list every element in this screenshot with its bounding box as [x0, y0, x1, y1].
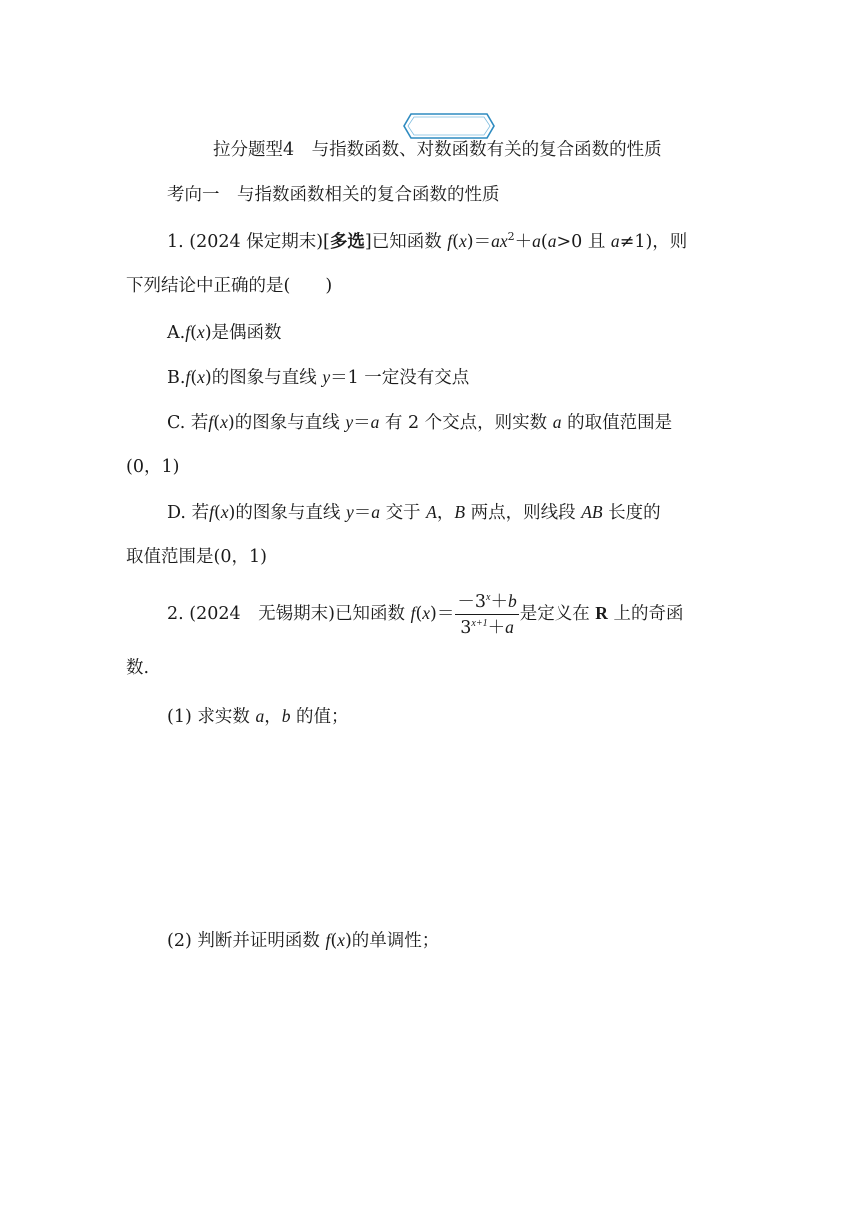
option-label: C. — [167, 413, 186, 433]
func-f: f — [208, 412, 214, 432]
func-f: f — [185, 322, 191, 342]
equals: ＝ — [353, 413, 371, 433]
var-y: y — [345, 502, 354, 522]
var-b: b — [281, 706, 291, 726]
sub-label: (1) — [167, 707, 192, 727]
q2-text: 是定义在 — [519, 604, 590, 624]
var-a: a — [532, 231, 541, 251]
option-text: 长度的 — [608, 503, 661, 523]
option-text: 的图象与直线 — [235, 503, 341, 523]
var-x: x — [422, 603, 431, 623]
exponent-2: 2 — [507, 230, 515, 243]
q1-stem-line1: 1. (2024 保定期末)[多选]已知函数 $f(x)=ax^2+a(a>0$ 且 a≠1)，则 — [167, 230, 688, 252]
numerator-term: －3 — [457, 592, 487, 612]
condition: >0 且 — [556, 232, 606, 252]
q1-option-d-line2: 取值范围是(0，1) — [126, 547, 267, 567]
section-badge-icon — [403, 113, 495, 139]
func-f: f — [325, 930, 331, 950]
equals: ＝ — [436, 604, 455, 624]
equals: ＝ — [353, 503, 372, 523]
q1-option-d: D. 若f(x)的图象与直线 y＝a 交于 A，B 两点，则线段 AB 长度的 — [167, 502, 661, 523]
sub-text: 的单调性； — [351, 931, 440, 951]
var-a: a — [547, 231, 557, 251]
var-x: x — [220, 412, 228, 432]
point-b: B — [454, 502, 466, 522]
q1-number: 1. — [167, 232, 184, 252]
q1-stem-line2: 下列结论中正确的是( ) — [126, 276, 333, 296]
q1-source-place: 保定期末)[ — [246, 232, 330, 252]
q1-option-b: B.f(x)的图象与直线 y＝1 一定没有交点 — [167, 367, 470, 388]
plus: ＋ — [514, 232, 533, 252]
q2-stem-line2: 数. — [126, 658, 150, 678]
var-y: y — [345, 412, 354, 432]
fraction-numerator — [455, 590, 518, 615]
var-y: y — [322, 367, 331, 387]
func-f: f — [209, 502, 214, 522]
q2-stem-line1: 2. (2024 无锡期末)已知函数 f(x)＝ $\frac{-3^x+b}{3^{x+1}+a}$ 是定义在 R 上的奇函 — [167, 591, 684, 638]
q1-stem-a: ]已知函数 — [364, 232, 442, 252]
section-title: 拉分题型4 与指数函数、对数函数有关的复合函数的性质 — [213, 140, 662, 160]
comma: ， — [264, 707, 282, 727]
var-x: x — [337, 930, 345, 950]
sub-label: (2) — [167, 931, 192, 951]
option-text: 两点，则线段 — [470, 503, 576, 523]
var-x: x — [196, 322, 205, 342]
point-a: A — [426, 502, 437, 522]
segment-ab: AB — [581, 502, 603, 522]
denominator-base: 3 — [460, 618, 472, 638]
set-r: R — [595, 603, 608, 623]
sub-text: 的值； — [296, 707, 349, 727]
plus: ＋ — [490, 592, 508, 612]
q2-sub2: (2) 判断并证明函数 f(x)的单调性； — [167, 930, 440, 951]
option-label: A. — [167, 323, 186, 343]
equals: ＝ — [473, 232, 492, 252]
condition-neq: ≠1)，则 — [619, 232, 688, 252]
var-x: x — [220, 502, 229, 522]
option-text: 的图象与直线 — [211, 368, 317, 388]
var-a: a — [610, 231, 620, 251]
func-f: f — [447, 231, 453, 251]
q2-text: 上的奇函 — [613, 604, 684, 624]
direction-title: 考向一 与指数函数相关的复合函数的性质 — [167, 185, 500, 205]
exponent-x-plus-1: x+1 — [471, 618, 488, 629]
option-text: 有 2 个交点，则实数 — [384, 413, 548, 433]
sub-text: 求实数 — [197, 707, 250, 727]
option-label: D. — [167, 503, 186, 523]
option-text: 是偶函数 — [211, 323, 282, 343]
q1-option-c: C. 若f(x)的图象与直线 y＝a 有 2 个交点，则实数 a 的取值范围是 — [167, 412, 673, 433]
option-text: 交于 — [385, 503, 421, 523]
q2-sub1 — [167, 704, 349, 729]
option-text: 若 — [191, 503, 210, 523]
q2-number: 2. — [167, 604, 184, 624]
fraction — [455, 590, 518, 639]
q1-source-year: (2024 — [189, 232, 241, 252]
q1-option-a: A.f(x)是偶函数 — [167, 322, 282, 343]
var-a: a — [255, 706, 265, 726]
func-f: f — [410, 603, 416, 623]
option-label: B. — [167, 368, 186, 388]
var-a: a — [370, 412, 380, 432]
var-a: a — [371, 502, 380, 522]
var-a: a — [505, 617, 514, 637]
q1-multi-select-tag: 多选 — [329, 232, 365, 252]
option-text: 的图象与直线 — [234, 413, 340, 433]
var-b: b — [507, 591, 517, 611]
option-text: 的取值范围是 — [567, 413, 673, 433]
var-x: x — [499, 231, 508, 251]
q2-source: (2024 无锡期末)已知函数 — [189, 604, 405, 624]
option-text: 若 — [190, 413, 209, 433]
plus: ＋ — [487, 618, 506, 638]
q1-option-c-line2: (0，1) — [126, 457, 180, 477]
var-x: x — [459, 231, 467, 251]
var-a: a — [552, 412, 562, 432]
sub-text: 判断并证明函数 — [197, 931, 320, 951]
option-text: ＝1 一定没有交点 — [330, 368, 470, 388]
var-a: a — [491, 231, 500, 251]
fraction-denominator — [455, 615, 518, 639]
func-f: f — [185, 367, 191, 387]
var-x: x — [197, 367, 205, 387]
exponent-x: x — [486, 592, 491, 603]
